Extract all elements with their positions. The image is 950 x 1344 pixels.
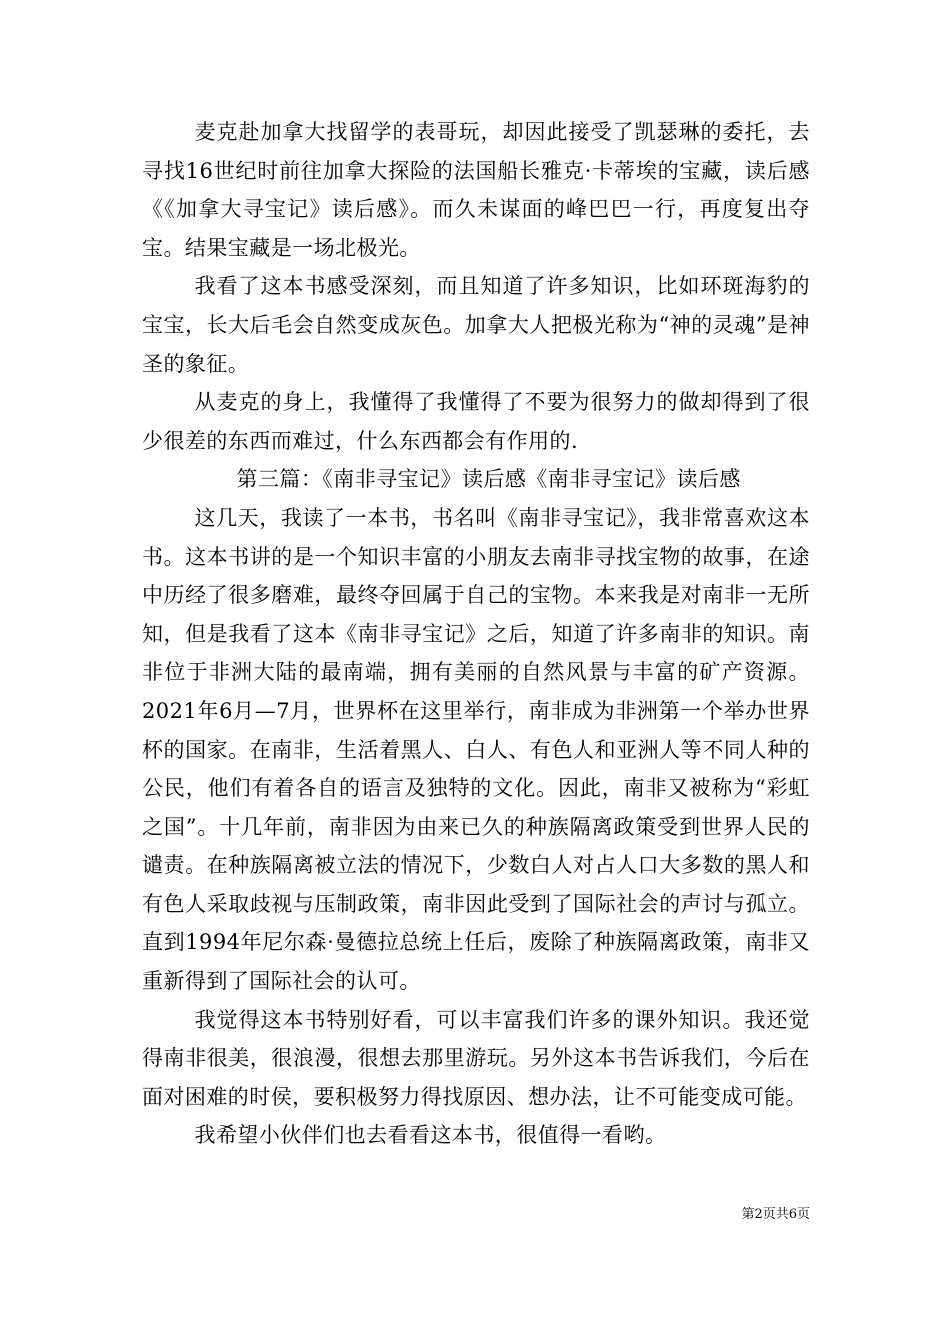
paragraph-south-africa-closing: 我希望小伙伴们也去看看这本书，很值得一看哟。	[194, 1123, 667, 1148]
paragraph-canada-plot: 麦克赴加拿大找留学的表哥玩，却因此接受了凯瑟琳的委托，去寻找16世纪时前往加拿大探险的法国船长雅克·卡蒂埃的宝藏，读后感《《加拿大寻宝记》读后感》。而久未谋面的峰巴巴一行，再度复出夺宝。结果宝藏是一场北极光。	[142, 120, 810, 260]
document-body	[142, 113, 810, 1155]
paragraph-south-africa-summary: 这几天，我读了一本书，书名叫《南非寻宝记》，我非常喜欢这本书。这本书讲的是一个知识丰富的小朋友去南非寻找宝物的故事，在途中历经了很多磨难，最终夺回属于自己的宝物。本来我是对南非一无所知，但是我看了这本《南非寻宝记》之后，知道了许多南非的知识。南非位于非洲大陆的最南端，拥有美丽的自然风景与丰富的矿产资源。2021年6月—7月，世界杯在这里举行，南非成为非洲第一个举办世界杯的国家。在南非，生活着黑人、白人、有色人和亚洲人等不同人种的公民，他们有着各自的语言及独特的文化。因此，南非又被称为“彩虹之国”。十几年前，南非因为由来已久的种族隔离政策受到世界人民的谴责。在种族隔离被立法的情况下，少数白人对占人口大多数的黑人和有色人采取歧视与压制政策，南非因此受到了国际社会的声讨与孤立。直到1994年尼尔森·曼德拉总统上任后，废除了种族隔离政策，南非又重新得到了国际社会的认可。	[142, 505, 810, 994]
paragraph-south-africa-opinion: 我觉得这本书特别好看，可以丰富我们许多的课外知识。我还觉得南非很美，很浪漫，很想去那里游玩。另外这本书告诉我们，今后在面对困难的时侯，要积极努力得找原因、想办法，让不可能变成可能。	[142, 1007, 810, 1109]
paragraph-canada-lesson: 从麦克的身上，我懂得了我懂得了不要为很努力的做却得到了很少很差的东西而难过，什么东西都会有作用的.	[142, 390, 810, 453]
page-number: 第2页共6页	[741, 1207, 810, 1222]
paragraph-canada-knowledge: 我看了这本书感受深刻，而且知道了许多知识，比如环斑海豹的宝宝，长大后毛会自然变成灰色。加拿大人把极光称为“神的灵魂”是神圣的象征。	[142, 274, 810, 376]
section-heading: 第三篇：《南非寻宝记》读后感《南非寻宝记》读后感	[236, 467, 741, 492]
